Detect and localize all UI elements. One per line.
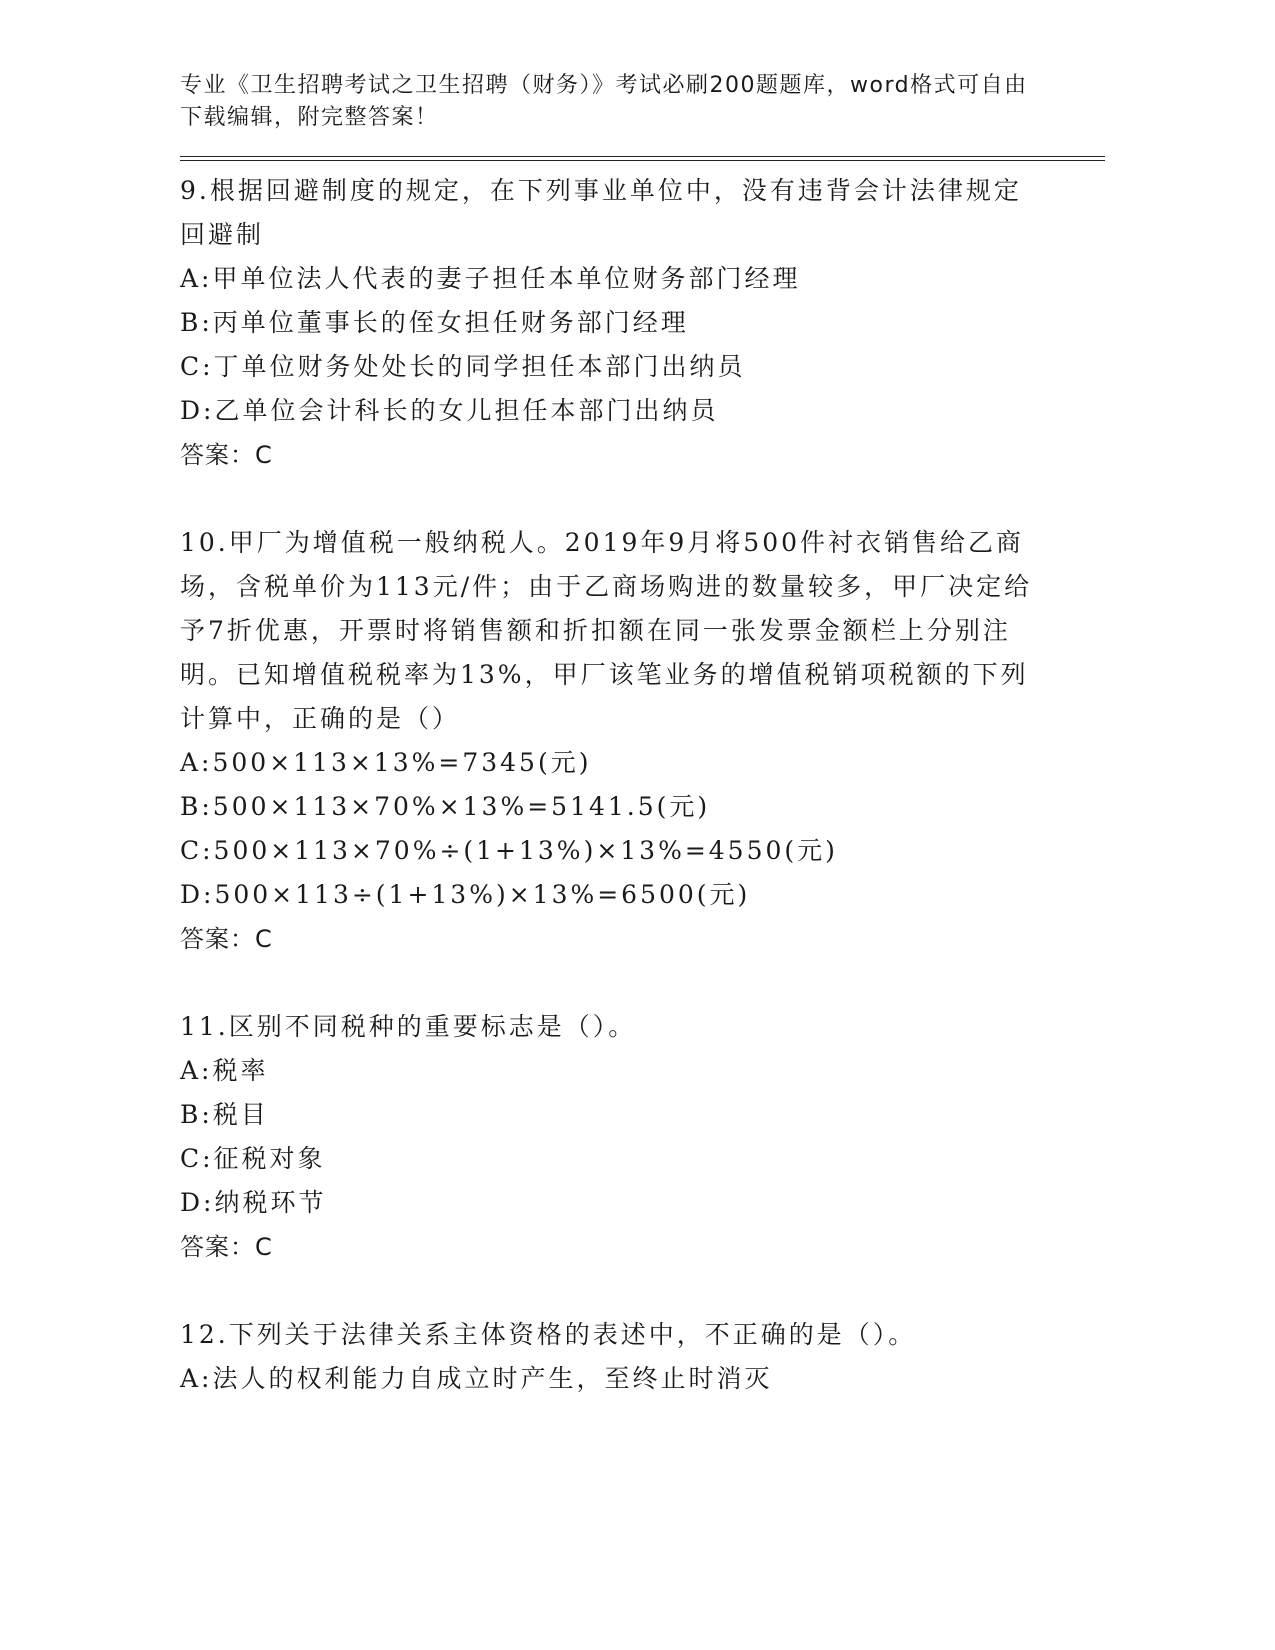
option-b: B:税目 bbox=[180, 1100, 269, 1129]
answer: 答案：C bbox=[180, 1233, 273, 1261]
document-page bbox=[180, 70, 1105, 1401]
spacer bbox=[180, 961, 1105, 1005]
answer: 答案：C bbox=[180, 441, 273, 469]
option-a: A:甲单位法人代表的妻子担任本单位财务部门经理 bbox=[180, 264, 801, 293]
answer: 答案：C bbox=[180, 925, 273, 953]
question-12 bbox=[180, 1313, 1105, 1401]
option-b: B:500×113×70%×13%=5141.5(元) bbox=[180, 792, 711, 821]
question-stem: 10.甲厂为增值税一般纳税人。2019年9月将500件衬衣销售给乙商场，含税单价为113元/件；由于乙商场购进的数量较多，甲厂决定给予7折优惠，开票时将销售额和折扣额在同一张发票金额栏上分别注明。已知增值税税率为13%，甲厂该笔业务的增值税销项税额的下列计算中，正确的是（） bbox=[180, 528, 1033, 733]
option-b: B:丙单位董事长的侄女担任财务部门经理 bbox=[180, 308, 689, 337]
option-c: C:丁单位财务处处长的同学担任本部门出纳员 bbox=[180, 352, 746, 381]
question-9 bbox=[180, 169, 1105, 477]
question-11 bbox=[180, 1005, 1105, 1269]
spacer bbox=[180, 477, 1105, 521]
option-d: D:500×113÷(1+13%)×13%=6500(元) bbox=[180, 880, 751, 909]
header-divider bbox=[180, 156, 1105, 161]
question-stem: 9.根据回避制度的规定，在下列事业单位中，没有违背会计法律规定回避制 bbox=[180, 176, 1022, 249]
option-a: A:500×113×13%=7345(元) bbox=[180, 748, 592, 777]
option-a: A:税率 bbox=[180, 1056, 269, 1085]
spacer bbox=[180, 1269, 1105, 1313]
document-header: 专业《卫生招聘考试之卫生招聘（财务）》考试必刷200题题库，word格式可自由下载编辑，附完整答案！ bbox=[180, 73, 1028, 130]
option-a: A:法人的权利能力自成立时产生，至终止时消灭 bbox=[180, 1364, 773, 1393]
question-10 bbox=[180, 521, 1105, 961]
option-d: D:纳税环节 bbox=[180, 1188, 327, 1217]
option-c: C:500×113×70%÷(1+13%)×13%=4550(元) bbox=[180, 836, 838, 865]
option-c: C:征税对象 bbox=[180, 1144, 326, 1173]
option-d: D:乙单位会计科长的女儿担任本部门出纳员 bbox=[180, 396, 719, 425]
question-stem: 12.下列关于法律关系主体资格的表述中，不正确的是（）。 bbox=[180, 1320, 917, 1349]
question-stem: 11.区别不同税种的重要标志是（）。 bbox=[180, 1012, 637, 1041]
